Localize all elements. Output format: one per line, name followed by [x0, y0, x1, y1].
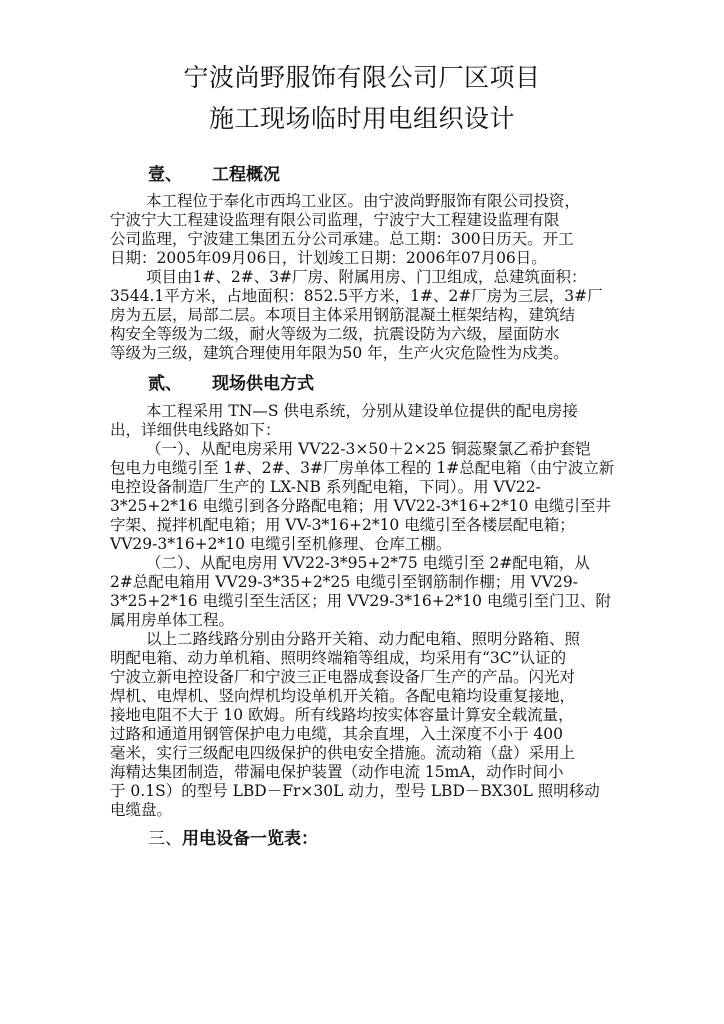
section2-line: 毫米，实行三级配电四级保护的供电安全措施。流动箱（盘）采用上	[110, 744, 576, 762]
section2-line: 宁波立新电控设备厂和宁波三正电器成套设备厂生产的产品。闪光对	[110, 668, 576, 686]
section2-line: （二）、从配电房用 VV22-3*95+2*75 电缆引至 2#配电箱，从	[146, 554, 590, 572]
section1-line: 本工程位于奉化市西坞工业区。由宁波尚野服饰有限公司投资，	[146, 192, 581, 210]
section2-line: 电缆盘。	[110, 801, 173, 819]
section1-line: 宁波宁大工程建设监理有限公司监理，宁波宁大工程建设监理有限	[110, 211, 560, 229]
section1-number: 壹、	[148, 165, 182, 185]
section1-line: 等级为三级，建筑合理使用年限为50 年，生产火灾危险性为戍类。	[110, 344, 569, 362]
section1-line: 日期：2005年09月06日，计划竣工日期：2006年07月06日。	[110, 249, 547, 267]
document-title-line2: 施工现场临时用电组织设计	[208, 104, 515, 133]
section1-heading	[148, 164, 280, 186]
section2-title: 现场供电方式	[212, 374, 314, 394]
section2-line: 字架、搅拌机配电箱；用 VV-3*16+2*10 电缆引至各楼层配电箱；	[110, 516, 575, 534]
section1-line: 3544.1平方米，占地面积：852.5平方米，1#、2#厂房为三层，3#厂	[110, 287, 603, 305]
section2-line: 电控设备制造厂生产的 LX-NB 系列配电箱，下同）。用 VV22-	[110, 478, 541, 496]
section2-line: 接地电阻不大于 10 欧姆。所有线路均按实体容量计算安全载流量，	[110, 706, 574, 724]
section3-number: 三、	[148, 829, 182, 849]
section2-line: 包电力电缆引至 1#、2#、3#厂房单体工程的 1#总配电箱（由宁波立新	[110, 459, 615, 477]
section1-title: 工程概况	[212, 165, 280, 185]
section1-line: 公司监理，宁波建工集团五分公司承建。总工期：300日历天。开工	[110, 230, 574, 248]
section2-heading	[148, 373, 314, 395]
section2-line: 属用房单体工程。	[110, 611, 235, 629]
section1-line: 项目由1#、2#、3#厂房、附属用房、门卫组成，总建筑面积：	[146, 268, 587, 286]
document-title-line1: 宁波尚野服饰有限公司厂区项目	[183, 63, 541, 92]
section2-line: 3*25+2*16 电缆引至生活区；用 VV29-3*16+2*10 电缆引至门卫、附	[110, 592, 611, 610]
section2-line: 出，详细供电线路如下：	[110, 421, 281, 439]
section2-line: 焊机、电焊机、竖向焊机均设单机开关箱。各配电箱均设重复接地，	[110, 687, 576, 705]
section2-line: 2#总配电箱用 VV29-3*35+2*25 电缆引至钢筋制作棚；用 VV29-	[110, 573, 578, 591]
section2-line: （一）、从配电房采用 VV22-3×50＋2×25 铜蕊聚氯乙希护套铠	[146, 440, 591, 458]
section2-line: 本工程采用 TN—S 供电系统，分别从建设单位提供的配电房接	[146, 402, 578, 420]
section1-line: 房为五层，局部二层。本项目主体采用钢筋混凝土框架结构，建筑结	[110, 306, 576, 324]
section2-line: 海精达集团制造，带漏电保护装置（动作电流 15mA，动作时间小	[110, 763, 564, 781]
section3-heading	[148, 828, 318, 850]
section2-line: 明配电箱、动力单机箱、照明终端箱等组成，均采用有“3C”认证的	[110, 649, 567, 667]
section2-line: 于 0.1S）的型号 LBD－Fr×30L 动力，型号 LBD－BX30L 照明移动	[110, 782, 600, 800]
section2-line: 以上二路线路分别由分路开关箱、动力配电箱、照明分路箱、照	[146, 630, 581, 648]
section2-line: 3*25+2*16 电缆引到各分路配电箱；用 VV22-3*16+2*10 电缆引至井	[110, 497, 611, 515]
section2-line: 过路和通道用钢管保护电力电缆，其余直埋，入土深度不小于 400	[110, 725, 564, 743]
section3-title: 用电设备一览表：	[182, 829, 318, 849]
section1-line: 构安全等级为二级，耐火等级为二级，抗震设防为六级，屋面防水	[110, 325, 560, 343]
section2-number: 贰、	[148, 374, 182, 394]
section2-line: VV29-3*16+2*10 电缆引至机修理、仓库工棚。	[110, 535, 452, 553]
